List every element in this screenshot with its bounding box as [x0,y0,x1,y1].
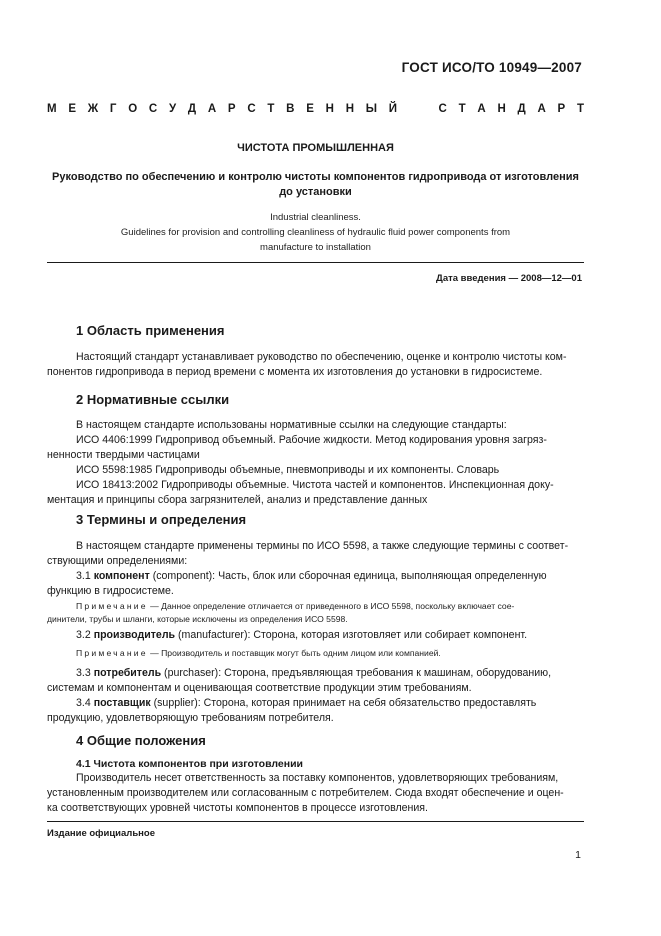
title-en-line: Guidelines for provision and controlling cleanliness of hydraulic fluid power components from [120,227,511,238]
subsection-4-1-heading: 4.1 Чистота компонентов при изготовлении [76,758,304,770]
subtitle-russian [47,170,584,200]
term-definition: Сторона, которая принимает на себя обязательство предоставлять [200,697,537,709]
term-number: 3.2 [76,629,91,641]
banner-letter: С [148,103,158,115]
text-line: Настоящий стандарт устанавливает руководство по обеспечению, оценке и контролю чистоты ком- [76,351,567,363]
banner-letter: Р [557,103,566,115]
section-2-intro: В настоящем стандарте использованы нормативные ссылки на следующие стандарты: [76,419,507,431]
banner-letter: Е [68,103,77,115]
term-name: поставщик [93,697,151,709]
term-number: 3.1 [76,570,91,582]
section-1-heading: 1 Область применения [76,323,225,338]
term-3-2 [76,628,584,643]
banner-letter: А [477,103,486,115]
term-definition: Сторона, предъявляющая требования к машинам, оборудованию, [221,667,552,679]
section-2-heading: 2 Нормативные ссылки [76,392,230,407]
section-4-heading: 4 Общие положения [76,733,206,748]
text-line: понентов гидропривода в период времени с момента их изготовления до установки в гидросистеме. [47,366,543,378]
banner-letter: Т [576,103,584,115]
banner-letter: Е [306,103,314,115]
banner-letter: М [47,103,57,115]
banner-letter: А [207,103,217,115]
section-3-heading: 3 Термины и определения [76,512,247,527]
section-3-intro: В настоящем стандарте применены термины по ИСО 5598, а также следующие термины с соответ- [76,540,569,552]
term-name: производитель [93,629,176,641]
banner-letter: Н [325,103,334,115]
banner-letter: С [247,103,256,115]
term-3-1-cont: функцию в гидросистеме. [47,585,174,597]
section-1-text-cont [47,365,584,380]
term-english: (component): [149,570,216,582]
subtitle-line: Руководство по обеспечению и контролю чистоты компонентов гидропривода от изготовления [52,171,579,183]
subtitle-line: до установки [279,186,352,198]
footer-divider [47,821,584,822]
banner-letter: Д [517,103,526,115]
banner-letter: Р [227,103,236,115]
banner-letter: Г [109,103,117,115]
banner-letter: А [537,103,546,115]
banner-letter: Ж [87,103,99,115]
note-1-cont: динители, трубы и шланги, которые исключены из определения ИСО 5598. [47,614,348,624]
term-3-4 [76,696,584,711]
title-en-line: manufacture to installation [260,242,371,253]
term-definition: Сторона, которая изготовляет или собирает компонент. [250,629,528,641]
title-english [47,210,584,255]
banner-letter: Т [458,103,466,115]
banner-letter: Д [187,103,197,115]
introduction-date: Дата введения — 2008—12—01 [436,273,582,284]
interstate-standard-banner [47,103,584,115]
reference-iso-18413: ИСО 18413:2002 Гидроприводы объемные. Чистота частей и компонентов. Инспекционная доку- [76,479,554,491]
term-number: 3.4 [76,697,91,709]
term-name: потребитель [93,667,162,679]
banner-letter: Т [267,103,275,115]
section-4-text: Производитель несет ответственность за поставку компонентов, удовлетворяющих требованиям, [76,772,559,784]
reference-iso-5598: ИСО 5598:1985 Гидроприводы объемные, пневмоприводы и их компоненты. Словарь [76,464,500,476]
term-number: 3.3 [76,667,91,679]
note-2 [76,646,584,661]
reference-iso-4406: ИСО 4406:1999 Гидропривод объемный. Рабочие жидкости. Метод кодирования уровня загряз- [76,434,547,446]
banner-letter: Н [345,103,355,115]
section-1-text [76,350,584,365]
term-3-3-cont: системам и компонентам и оценивающая соответствие продукции этим требованиям. [47,682,472,694]
section-3-intro-cont: ствующими определениями: [47,555,188,567]
reference-iso-18413-cont: ментация и принципы сбора загрязнителей, анализ и представление данных [47,494,428,506]
banner-letter: О [128,103,138,115]
note-label: Примечание [76,601,148,611]
banner-letter: У [168,103,177,115]
header-divider [47,262,584,263]
note-label: Примечание [76,648,148,658]
section-4-text-cont: установленным производителем или согласованным с потребителем. Сюда входят обеспечение и оцен- [47,787,564,799]
term-name: компонент [93,570,150,582]
banner-letter: Н [497,103,506,115]
banner-letter: В [286,103,295,115]
term-english: (supplier): [150,697,201,709]
section-4-text-cont: ка соответствующих уровней чистоты компонентов в процессе изготовления. [47,802,428,814]
term-3-1 [76,569,584,584]
term-3-4-cont: продукцию, удовлетворяющую требованиям потребителя. [47,712,334,724]
note-text: — Производитель и поставщик могут быть одним лицом или компанией. [147,648,441,658]
title-russian: ЧИСТОТА ПРОМЫШЛЕННАЯ [237,142,394,154]
standard-number: ГОСТ ИСО/ТО 10949—2007 [401,60,582,75]
banner-letter: Ы [365,103,378,115]
title-en-line: Industrial cleanliness. [270,212,361,223]
banner-gap [409,103,427,115]
note-text: — Данное определение отличается от приведенного в ИСО 5598, поскольку включает сое- [147,601,515,611]
term-english: (purchaser): [161,667,222,679]
term-definition: Часть, блок или сборочная единица, выполняющая определенную [215,570,547,582]
banner-letter: С [438,103,447,115]
reference-iso-4406-cont: ненности твердыми частицами [47,449,200,461]
term-english: (manufacturer): [175,629,251,641]
page-number: 1 [575,849,581,861]
term-3-3 [76,666,584,681]
official-edition-label: Издание официальное [47,828,155,839]
banner-letter: Й [388,103,398,115]
